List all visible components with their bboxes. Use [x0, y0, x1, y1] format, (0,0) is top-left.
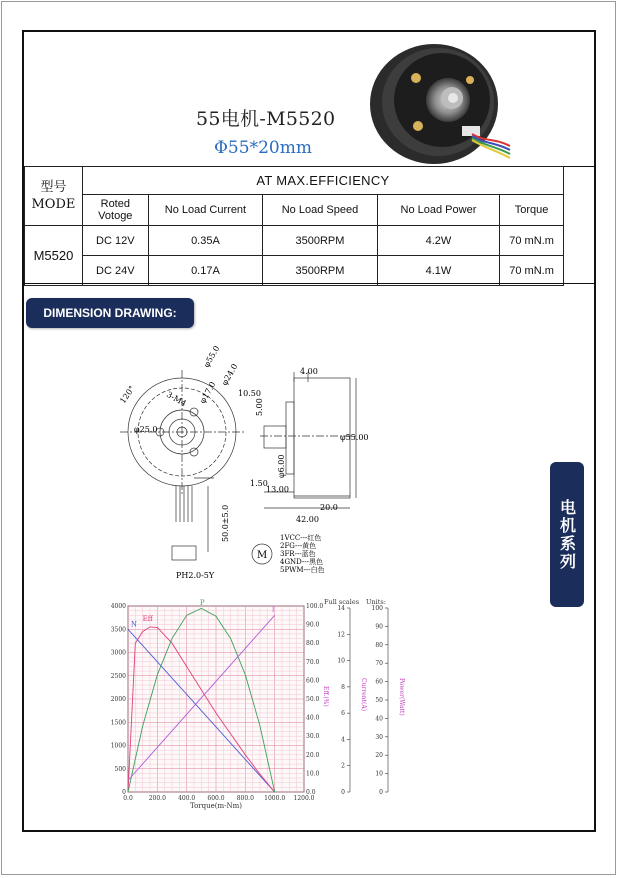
dim-phi55-side: φ55.00	[340, 433, 369, 442]
scale-tick-label: 12	[337, 631, 345, 639]
dimension-drawing-badge: DIMENSION DRAWING:	[26, 298, 194, 328]
cell-voltage: DC 24V	[82, 256, 148, 286]
scale-tick-label: 8	[341, 683, 345, 691]
model-label-en: MODE	[31, 197, 76, 212]
right-tick-label: 80.0	[306, 640, 320, 648]
dim-1-50: 1.50	[250, 479, 268, 488]
scale-tick-label: 4	[341, 736, 345, 744]
model-label-cn: 型号	[40, 180, 67, 195]
scale-tick-label: 10	[337, 657, 345, 665]
series-label-i: I	[271, 605, 275, 614]
dim-13: 13.00	[266, 485, 289, 494]
cable-length: 50.0±5.0	[221, 504, 230, 542]
efficiency-heading: AT MAX.EFFICIENCY	[82, 167, 563, 195]
left-tick-label: 4000	[110, 603, 126, 610]
left-tick-label: 3500	[110, 626, 126, 634]
dim-phi25: φ25.0	[134, 425, 158, 434]
performance-chart	[108, 596, 328, 810]
model-name: M5520	[25, 226, 83, 286]
left-tick-label: 0	[122, 789, 126, 796]
scale-tick-label: 14	[337, 605, 345, 612]
scale-label: Power(Watt)	[398, 678, 405, 716]
scale-title: Full scales	[324, 598, 360, 606]
x-tick-label: 800.0	[236, 795, 254, 802]
col-header-current: No Load Current	[148, 195, 262, 226]
col-header-power: No Load Power	[377, 195, 499, 226]
pin-2: 2FG---黄色	[280, 542, 317, 550]
series-label-eff: Eff	[142, 614, 153, 623]
scale-tick-label: 60	[375, 678, 383, 686]
pin-4: 4GND---黑色	[280, 558, 324, 566]
left-tick-label: 3000	[110, 649, 126, 657]
scale-tick-label: 0	[379, 789, 383, 796]
x-tick-label: 400.0	[178, 795, 196, 802]
scale-label: Current(A)	[360, 678, 367, 712]
series-label-n: N	[130, 620, 138, 629]
dim-4: 4.00	[300, 367, 318, 376]
cell-current: 0.17A	[148, 256, 262, 286]
scale-tick-label: 10	[375, 770, 383, 778]
right-axis-label: Eff.(%)	[322, 686, 329, 707]
dim-42: 42.00	[296, 515, 319, 524]
left-tick-label: 2500	[110, 672, 126, 680]
dim-5: 5.00	[255, 398, 264, 416]
series-label-p: P	[199, 599, 205, 608]
pin-3: 3FR---蓝色	[280, 550, 316, 558]
scale-tick-label: 0	[341, 789, 345, 796]
col-header-voltage: Roted Votoge	[82, 195, 148, 226]
dim-phi55: φ55.0	[201, 344, 222, 369]
right-tick-label: 30.0	[306, 733, 320, 741]
x-tick-label: 1200.0	[293, 795, 315, 802]
spec-divider	[24, 283, 594, 284]
pin-5: 5PWM---白色	[280, 566, 325, 574]
x-tick-label: 200.0	[148, 795, 166, 802]
right-tick-label: 90.0	[306, 621, 320, 629]
cell-torque: 70 mN.m	[500, 226, 564, 256]
scale-units: Units:	[366, 598, 386, 606]
dimension-drawing	[110, 344, 369, 586]
right-tick-label: 60.0	[306, 677, 320, 685]
pin-1: 1VCC---红色	[280, 534, 322, 542]
dim-phi17: φ17.0	[197, 380, 218, 405]
left-tick-label: 500	[114, 765, 126, 773]
side-tab-motor-series[interactable]: 电机系列	[550, 462, 584, 607]
cell-torque: 70 mN.m	[500, 256, 564, 286]
connector-label: PH2.0-5Y	[176, 571, 215, 580]
scale-tick-label: 70	[375, 660, 383, 668]
motor-photo	[360, 38, 520, 166]
dim-phi6: φ6.00	[277, 454, 286, 478]
cell-current: 0.35A	[148, 226, 262, 256]
scale-tick-label: 100	[371, 605, 383, 612]
product-size: Φ55*20mm	[214, 138, 312, 158]
x-tick-label: 1000.0	[264, 795, 286, 802]
col-header-speed: No Load Speed	[263, 195, 378, 226]
product-title: 55电机-M5520	[196, 108, 336, 130]
right-tick-label: 70.0	[306, 658, 320, 666]
dim-phi24: φ24.0	[219, 362, 240, 387]
right-tick-label: 0.0	[306, 789, 316, 796]
dim-120deg: 120°	[118, 384, 137, 406]
x-tick-label: 600.0	[207, 795, 225, 802]
right-tick-label: 100.0	[306, 603, 324, 610]
right-tick-label: 10.0	[306, 770, 320, 778]
scale-tick-label: 90	[375, 623, 383, 631]
cell-voltage: DC 12V	[82, 226, 148, 256]
left-tick-label: 2000	[110, 696, 126, 703]
scale-tick-label: 80	[375, 641, 383, 649]
model-header	[25, 167, 83, 226]
col-header-torque: Torque	[500, 195, 564, 226]
dim-10-50: 10.50	[238, 389, 261, 398]
cell-power: 4.1W	[377, 256, 499, 286]
full-scale-axes	[322, 596, 432, 806]
header	[24, 32, 594, 167]
scale-tick-label: 50	[375, 697, 383, 704]
x-tick-label: 0.0	[123, 795, 133, 802]
scale-tick-label: 6	[341, 710, 345, 718]
dim-3m4: 3-M4	[165, 389, 188, 409]
motor-symbol: M	[257, 550, 268, 561]
cell-power: 4.2W	[377, 226, 499, 256]
left-tick-label: 1000	[110, 742, 126, 750]
x-axis-label: Torque(m-Nm)	[189, 802, 243, 810]
dim-20: 20.0	[320, 503, 338, 512]
scale-tick-label: 30	[375, 733, 383, 741]
scale-tick-label: 2	[341, 762, 345, 770]
cell-speed: 3500RPM	[263, 256, 378, 286]
left-tick-label: 1500	[110, 719, 126, 727]
scale-tick-label: 40	[375, 715, 383, 723]
cell-speed: 3500RPM	[263, 226, 378, 256]
right-tick-label: 20.0	[306, 751, 320, 759]
scale-tick-label: 20	[375, 752, 383, 760]
right-tick-label: 40.0	[306, 714, 320, 722]
spec-table	[24, 166, 564, 286]
right-tick-label: 50.0	[306, 696, 320, 703]
